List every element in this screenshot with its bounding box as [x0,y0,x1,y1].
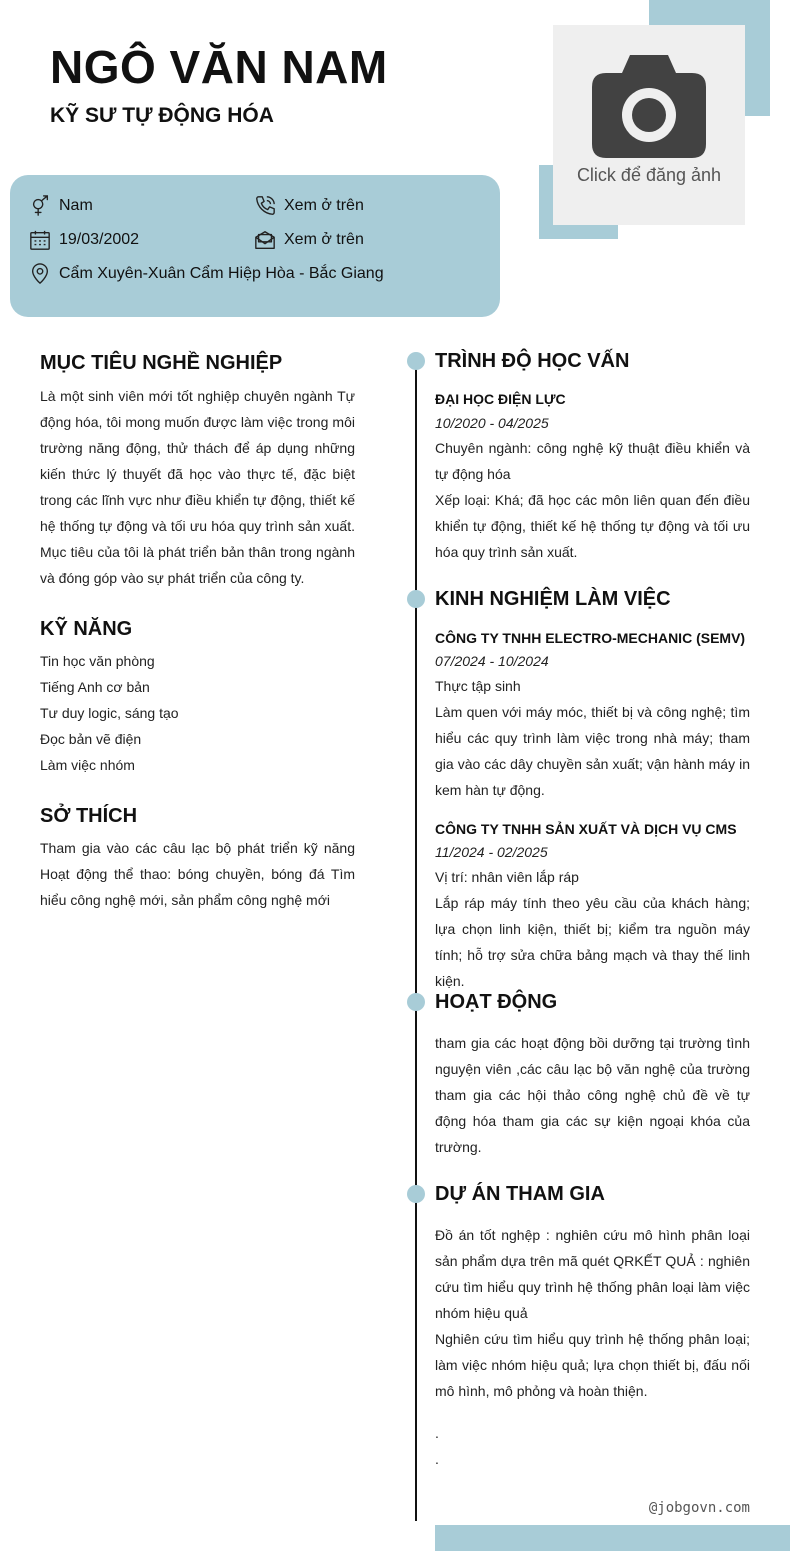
activities-text: tham gia các hoạt động bồi dưỡng tại trường tình nguyện viên ,các câu lạc bộ văn nghệ của trường tham gia các hội thảo công nghệ chủ đề về tự động hóa tham gia các sự kiện ngoại khóa của trường. [435,1035,750,1155]
gender-value: Nam [59,197,93,214]
job-position: Thực tập sinh [435,678,521,694]
camera-icon [592,55,706,158]
school-name: ĐẠI HỌC ĐIỆN LỰC [435,391,566,407]
info-phone [254,195,364,217]
experience-title: KINH NGHIỆM LÀM VIỆC [435,588,671,610]
phone-value: Xem ở trên [284,197,364,214]
job-description: Làm quen với máy móc, thiết bị và công nghệ; tìm hiểu các quy trình làm việc trong nhà máy; tham gia vào các dây chuyền sản xuất; vận hành máy in kem hàn tự động. [435,704,750,798]
job-title: KỸ SƯ TỰ ĐỘNG HÓA [50,104,274,127]
phone-icon [254,195,276,217]
timeline-dot [407,352,425,370]
skill-item: Đọc bản vẽ điện [40,731,142,747]
timeline-dot [407,590,425,608]
job-position: Vị trí: nhân viên lắp ráp [435,869,579,885]
company-name: CÔNG TY TNHH SẢN XUẤT VÀ DỊCH VỤ CMS [435,821,737,837]
footer-bar [435,1525,790,1551]
project-dot: . [435,1425,439,1441]
birthdate-value: 19/03/2002 [59,231,140,248]
email-icon [254,229,276,251]
objective-text: Là một sinh viên mới tốt nghiệp chuyên ngành Tự động hóa, tôi mong muốn được làm việc trong môi trường năng động, thử thách để áp dụng những kiến thức lý thuyết đã học vào thực tế, đặc biệt trong các lĩnh vực như điều khiển tự động, thiết kế hệ thống tự động và tối ưu hóa quy trình sản xuất. Mục tiêu của tôi là phát triển bản thân trong ngành và đóng góp vào sự phát triển của công ty. [40,388,355,586]
info-gender [29,195,93,217]
hobbies-text: Tham gia vào các câu lạc bộ phát triển kỹ năng Hoạt động thể thao: bóng chuyền, bóng đá Tìm hiểu công nghệ mới, sản phẩm công nghệ mới [40,840,355,908]
calendar-icon [29,229,51,251]
candidate-name: NGÔ VĂN NAM [50,41,388,93]
skills-title: KỸ NĂNG [40,618,133,640]
projects-title: DỰ ÁN THAM GIA [435,1183,605,1205]
gender-icon [29,195,51,217]
photo-upload-label: Click để đăng ảnh [576,165,722,185]
info-email [254,229,364,251]
education-date: 10/2020 - 04/2025 [435,415,549,431]
education-grade: Xếp loại: Khá; đã học các môn liên quan đến điều khiển tự động, thiết kế hệ thống tự động và tối ưu hóa quy trình sản xuất. [435,492,750,560]
info-address [29,263,384,285]
project-dot: . [435,1451,439,1467]
company-name: CÔNG TY TNHH ELECTRO-MECHANIC (SEMV) [435,630,746,646]
objective-title: MỤC TIÊU NGHỀ NGHIỆP [40,352,283,374]
location-pin-icon [29,263,51,285]
watermark: @jobgovn.com [648,1500,750,1516]
education-major: Chuyên ngành: công nghệ kỹ thuật điều khiển và tự động hóa [435,440,750,482]
email-value: Xem ở trên [284,231,364,248]
timeline-dot [407,1185,425,1203]
skill-item: Tiếng Anh cơ bản [40,679,150,695]
timeline-dot [407,993,425,1011]
photo-upload[interactable] [553,25,745,225]
education-title: TRÌNH ĐỘ HỌC VẤN [435,350,630,372]
job-date: 07/2024 - 10/2024 [435,653,549,669]
skills-list [40,648,179,778]
job-description: Lắp ráp máy tính theo yêu cầu của khách hàng; lựa chọn linh kiện, thiết bị; kiểm tra nguồn máy tính; hỗ trợ sửa chữa bảng mạch và thay thế linh kiện. [435,895,750,989]
skill-item: Tin học văn phòng [40,653,155,669]
contact-info-panel [10,175,500,317]
skill-item: Tư duy logic, sáng tạo [40,705,179,721]
activities-title: HOẠT ĐỘNG [435,991,558,1013]
info-birthdate [29,229,139,251]
hobbies-title: SỞ THÍCH [40,805,138,827]
skill-item: Làm việc nhóm [40,757,135,773]
project-text: Nghiên cứu tìm hiểu quy trình hệ thống phân loại; làm việc nhóm hiệu quả; lựa chọn thiết bị, đấu nối mô hình, mô phỏng và hoàn thiện. [435,1331,750,1399]
timeline-line [415,355,417,1521]
job-date: 11/2024 - 02/2025 [435,844,548,860]
address-value: Cẩm Xuyên-Xuân Cẩm Hiệp Hòa - Bắc Giang [59,265,384,282]
project-text: Đồ án tốt nghệp : nghiên cứu mô hình phân loại sản phẩm dựa trên mã quét QRKẾT QUẢ : nghiên cứu tìm hiểu quy trình hệ thống phân loại làm việc nhóm hiệu quả [435,1227,750,1321]
